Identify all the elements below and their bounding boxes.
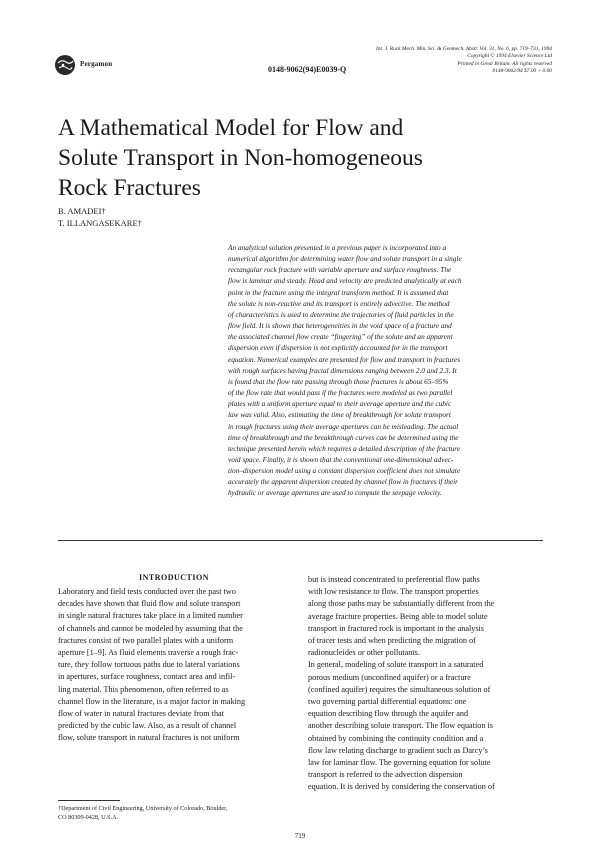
journal-info-line: Copyright © 1994 Elsevier Science Ltd (467, 53, 552, 60)
body-line: channel flow in the literature, is a major factor in making (58, 696, 246, 706)
abstract-line: is found that the flow rate passing through those fractures is about 65–95% (228, 376, 449, 386)
abstract-line: accurately the apparent dispersion created by channel flow in fractures if their (228, 477, 459, 487)
footnote (58, 805, 228, 822)
issn-line: 0148-9062(94)E0039-Q (268, 65, 347, 74)
abstract-line: tion–dispersion model using a constant dispersion coefficient does not simulate (228, 466, 461, 476)
body-line: equation. It is derived by considering the conservation of (308, 782, 495, 792)
body-line: flow, solute transport in natural fractures is not uniform (58, 733, 240, 743)
body-line: fractures consist of two parallel plates with a uniform (58, 635, 234, 645)
author: B. AMADEI† (58, 206, 106, 216)
abstract-line: hydraulic or average apertures are used to compute the seepage velocity. (228, 488, 442, 498)
abstract-line: numerical algorithm for determining water flow and solute transport in a single (228, 254, 462, 264)
abstract-line: with rough surfaces having fractal dimensions ranging between 2.0 and 2.3. It (228, 365, 457, 375)
abstract-divider (58, 540, 543, 541)
abstract-line: flow field. It is shown that heterogeneities in the void space of a fracture and (228, 321, 452, 331)
title-line: A Mathematical Model for Flow and (58, 115, 404, 141)
title-line: Solute Transport in Non-homogeneous (58, 145, 423, 171)
footnote-line: CO 80309-0428, U.S.A. (58, 813, 119, 821)
journal-info-line: 0148-9062/94 $7.00 + 0.00 (492, 68, 552, 75)
body-line: aperture [1–9]. As fluid elements traverse a rough frac- (58, 648, 239, 658)
publisher-logo-icon (54, 54, 76, 76)
abstract-line: void space. Finally, it is shown that the conventional one-dimensional advec- (228, 454, 454, 464)
abstract-line: the associated channel flow create “fingering” of the solute and an apparent (228, 332, 453, 342)
abstract-line: dispersion even if dispersion is not explicitly accounted for in the transport (228, 343, 448, 353)
abstract-line: point in the fracture using the integral transform method. It is assumed that (228, 287, 449, 297)
page-number: 719 (294, 832, 306, 840)
abstract-line: time of breakthrough and the breakthrough curves can be determined using the (228, 432, 459, 442)
body-line: (confined aquifer) requires the simultaneous solution of (308, 684, 491, 694)
abstract-line: flow is laminar and steady. Head and velocity are predicted analytically at each (228, 276, 462, 286)
body-column-left (58, 586, 290, 745)
abstract-line: of the flow rate that would pass if the fractures were modeled as two parallel (228, 388, 453, 398)
body-line: Laboratory and field tests conducted over the past two (58, 587, 236, 596)
abstract-line: An analytical solution presented in a previous paper is incorporated into a (228, 243, 447, 252)
body-line: with low resistance to flow. The transport properties (308, 587, 479, 597)
footnote-divider (58, 800, 120, 801)
body-line: in single natural fractures take place in a limited number (58, 611, 243, 621)
abstract-line: plates with a uniform aperture equal to their average aperture and the cubic (228, 399, 452, 409)
body-line: predicted by the cubic law. Also, as a result of channel (58, 721, 237, 731)
abstract (228, 242, 543, 499)
body-line: two governing partial differential equations: one (308, 697, 467, 707)
abstract-line: the solute is non-reactive and its transport is entirely advective. The method (228, 298, 450, 308)
body-line: porous medium (unconfined aquifer) or a fracture (308, 672, 471, 682)
title-line: Rock Fractures (58, 175, 201, 201)
footnote-line: †Department of Civil Engineering, University of Colorado, Boulder, (58, 805, 228, 812)
abstract-line: equation. Numerical examples are presented for flow and transport in fractures (228, 354, 461, 364)
body-line: another describing solute transport. The flow equation is (308, 721, 493, 731)
journal-info-line: Printed in Great Britain. All rights reserved (457, 60, 552, 67)
body-line: average fracture properties. Being able to model solute (308, 611, 488, 621)
body-line: decades have shown that fluid flow and solute transport (58, 599, 241, 609)
body-line: radionucleides or other pollutants. (308, 648, 420, 658)
abstract-line: law was valid. Also, estimating the time of breakthrough for solute transport (228, 410, 451, 420)
abstract-line: rectangular rock fracture with variable aperture and surface roughness. The (228, 265, 452, 275)
journal-info-line: Int. J. Rock Mech. Min. Sci. & Geomech. Abstr. Vol. 31, No. 6, pp. 719–731, 1994 (376, 46, 552, 52)
author-list (58, 206, 142, 229)
abstract-line: of characteristics is used to determine the trajectories of fluid particles in the (228, 309, 454, 319)
journal-info (322, 46, 552, 76)
body-line: equation describing flow through the aquifer and (308, 709, 469, 719)
author: T. ILLANGASEKARE† (58, 217, 142, 228)
body-line: In general, modeling of solute transport in a saturated (308, 660, 484, 670)
body-line: flow law relating discharge to gradient such as Darcy’s (308, 745, 488, 755)
body-line: obtained by combining the continuity condition and a (308, 733, 484, 743)
body-line: transport is referred to the advection dispersion (308, 770, 463, 780)
body-column-right (308, 574, 546, 794)
body-line: along those paths may be substantially different from the (308, 599, 495, 609)
body-line: flow of water in natural fractures deviate from that (58, 709, 224, 719)
abstract-line: technique presented herein which requires a detailed description of the fracture (228, 443, 461, 453)
body-line: ture, they follow tortuous paths due to lateral variations (58, 660, 240, 670)
article-title (58, 113, 558, 203)
abstract-line: in rough fractures using their average apertures can be misleading. The actual (228, 421, 459, 431)
body-line: ling material. This phenomenon, often referred to as (58, 684, 229, 694)
body-line: in apertures, surface roughness, contact area and infil- (58, 672, 236, 682)
body-line: of tracer tests and when predicting the migration of (308, 636, 476, 646)
body-line: of channels and cannot be modeled by assuming that the (58, 623, 243, 633)
body-line: law for laminar flow. The governing equation for solute (308, 758, 491, 768)
body-line: transport in fractured rock is important in the analysis (308, 623, 484, 633)
section-heading: INTRODUCTION (138, 573, 209, 582)
publisher-name: Pergamon (80, 60, 113, 68)
body-line: but is instead concentrated to preferential flow paths (308, 575, 480, 584)
